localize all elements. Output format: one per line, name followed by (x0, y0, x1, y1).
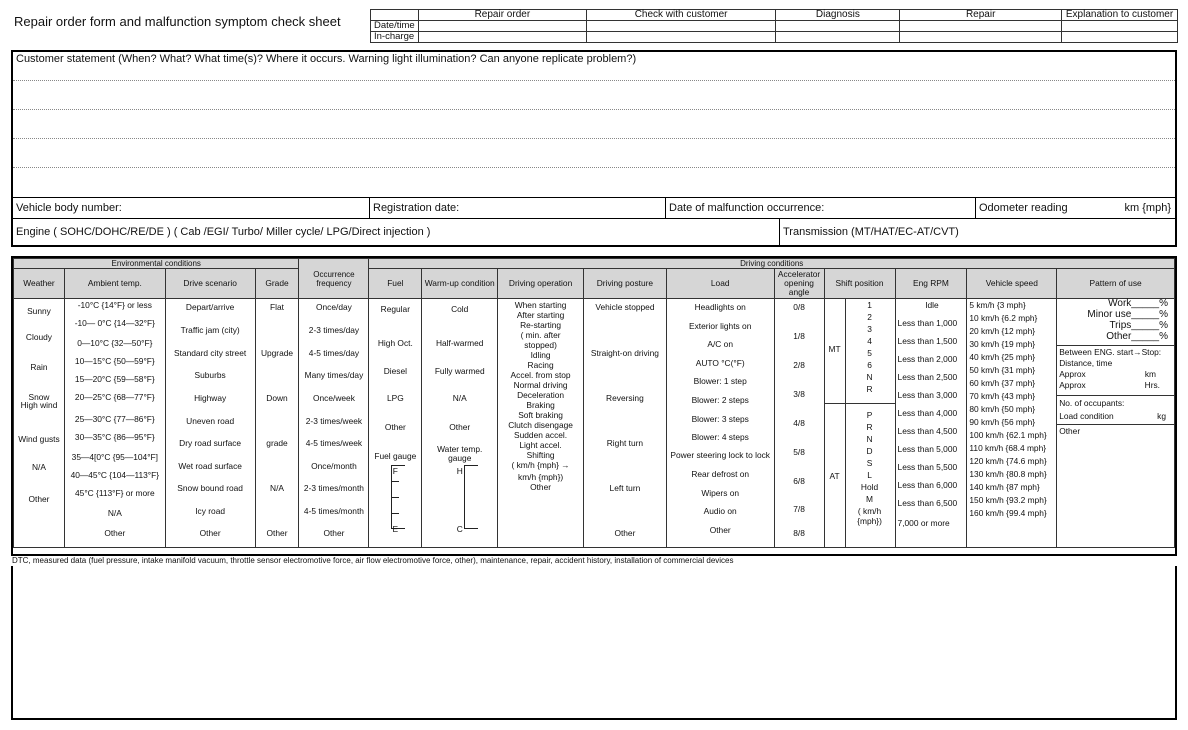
col-header-accelerator: Accelerator opening angle (774, 269, 824, 299)
odometer-unit: km {mph} (1124, 202, 1171, 214)
fuel-option[interactable]: Regular (380, 304, 410, 314)
warmup-option[interactable]: N/A (452, 393, 467, 403)
customer-section (11, 50, 1177, 247)
drive-scenario-option[interactable]: Uneven road (186, 416, 235, 426)
ambient-option[interactable]: 25—30°C {77—86°F} (74, 414, 155, 424)
gauge-tick (391, 497, 399, 498)
rpm-idle[interactable]: Idle (925, 300, 939, 310)
drive-scenario-option[interactable]: Highway (194, 393, 227, 403)
ambient-option[interactable]: 10—15°C {50—59°F} (74, 356, 155, 366)
load-option[interactable]: Wipers on (701, 488, 740, 498)
warmup-option[interactable]: Other (449, 422, 471, 432)
warmup-cell (422, 299, 497, 547)
speed-option[interactable]: 5 km/h {3 mph} (969, 300, 1026, 310)
load-option[interactable]: Blower: 4 steps (691, 432, 749, 442)
header-col: Check with customer (586, 10, 776, 21)
ambient-option[interactable]: 20—25°C {68—77°F} (74, 392, 155, 402)
driving-operation-option[interactable]: Braking (526, 400, 555, 410)
occurrence-option[interactable]: 4-5 times/week (305, 438, 363, 448)
header-field[interactable] (1062, 21, 1178, 32)
notes-area[interactable] (11, 566, 1177, 720)
driving-operation-option[interactable]: Accel. from stop (510, 370, 571, 380)
speed-option[interactable]: 110 km/h {68.4 mph} (969, 443, 1047, 453)
vehicle-body-label[interactable]: Vehicle body number: (16, 202, 122, 214)
shift-mt-items-option[interactable]: R (866, 384, 873, 394)
col-header-drive-scenario: Drive scenario (165, 269, 255, 299)
rpm-option[interactable]: Less than 3,000 (897, 390, 958, 400)
weather-option[interactable]: N/A (31, 462, 46, 472)
load-option[interactable]: Blower: 2 steps (691, 395, 749, 405)
rpm-option[interactable]: Less than 6,000 (897, 480, 958, 490)
accelerator-option[interactable]: 4/8 (793, 418, 805, 428)
load-option[interactable]: Exterior lights on (689, 321, 752, 331)
shift-mt-items-option[interactable]: 4 (867, 336, 872, 346)
ambient-option[interactable]: 45°C {113°F} or more (75, 488, 155, 498)
speed-option[interactable]: 70 km/h {43 mph} (969, 391, 1036, 401)
header-table (370, 9, 1178, 43)
col-header-shift: Shift position (824, 269, 895, 299)
ambient-option[interactable]: 15—20°C {59—58°F} (74, 374, 155, 384)
warmup-option[interactable]: Water temp. (437, 444, 483, 454)
pattern-work[interactable]: Work_____% (1108, 298, 1168, 309)
col-header-occurrence: Occurrence frequency (299, 259, 369, 299)
write-line[interactable] (13, 167, 1175, 168)
accelerator-option[interactable]: 8/8 (793, 528, 805, 538)
driving-operation-option[interactable]: Soft braking (518, 410, 563, 420)
pattern-approx-label: Approx (1059, 369, 1086, 379)
drive-scenario-option[interactable]: Suburbs (194, 370, 226, 380)
driving-operation-option[interactable]: After starting (516, 310, 565, 320)
driving-operation-option[interactable]: Deceleration (517, 390, 565, 400)
load-option[interactable]: Audio on (703, 506, 737, 516)
pattern-hrs-label: Hrs. (1144, 380, 1160, 390)
pattern-minor-use[interactable]: Minor use_____% (1087, 309, 1168, 320)
driving-operation-option[interactable]: Sudden accel. (514, 430, 568, 440)
pattern-load-condition[interactable]: Load condition (1059, 411, 1114, 421)
rpm-option[interactable]: Less than 1,500 (897, 336, 958, 346)
rpm-option[interactable]: Less than 6,500 (897, 498, 958, 508)
accelerator-option[interactable]: 0/8 (793, 302, 805, 312)
accelerator-option[interactable]: 3/8 (793, 389, 805, 399)
registration-label[interactable]: Registration date: (369, 198, 665, 218)
occurrence-option[interactable]: 2-3 times/day (308, 325, 360, 335)
driving-operation-option[interactable]: Racing (527, 360, 554, 370)
rpm-option[interactable]: Less than 2,500 (897, 372, 958, 382)
warmup-option[interactable]: Fully warmed (434, 366, 485, 376)
grade-cell (256, 299, 299, 547)
driving-operation-option[interactable]: Other (530, 482, 552, 492)
header-row-label: Date/time (371, 21, 419, 32)
shift-cell (825, 299, 895, 547)
rpm-option[interactable]: 7,000 or more (897, 518, 950, 528)
drive-scenario-cell (166, 299, 255, 547)
header-row-label: In-charge (371, 32, 419, 43)
gauge-tick (391, 481, 399, 482)
col-header-pattern: Pattern of use (1057, 269, 1175, 299)
driving-operation-option[interactable]: Re-starting (520, 320, 562, 330)
occurrence-option[interactable]: Once/week (312, 393, 355, 403)
speed-option[interactable]: 100 km/h {62.1 mph} (969, 430, 1047, 440)
driving-operation-cell (498, 299, 583, 547)
header-field[interactable] (776, 32, 900, 43)
ambient-option[interactable]: Other (104, 528, 126, 538)
drive-scenario-option[interactable]: Other (199, 528, 221, 538)
speed-option[interactable]: 60 km/h {37 mph} (969, 378, 1036, 388)
pattern-cell (1057, 299, 1174, 547)
warmup-option[interactable]: Cold (451, 304, 469, 314)
header-col: Explanation to customer (1062, 10, 1178, 21)
malfunction-date-label[interactable]: Date of malfunction occurrence: (665, 198, 975, 218)
load-option[interactable]: Power steering lock to lock (670, 450, 770, 460)
shift-at-items-option[interactable]: L (867, 470, 872, 480)
fuel-option[interactable]: F (392, 466, 398, 476)
load-option[interactable]: Other (709, 525, 731, 535)
shift-mt-items-option[interactable]: 2 (867, 312, 872, 322)
shift-at-items-option[interactable]: Hold (860, 482, 879, 492)
pattern-divider (1057, 424, 1174, 425)
engine-row (13, 219, 1175, 245)
pattern-distance-time: Distance, time (1059, 358, 1113, 368)
accelerator-cell (775, 299, 824, 547)
fuel-option[interactable]: Other (384, 422, 406, 432)
odometer-label: Odometer reading (979, 202, 1068, 214)
occurrence-option[interactable]: 4-5 times/day (308, 348, 360, 358)
grade-option[interactable]: N/A (270, 483, 284, 493)
posture-option[interactable]: Other (614, 528, 636, 538)
pattern-eng-start-stop: Between ENG. start→Stop: (1059, 347, 1162, 357)
header-col: Repair order (418, 10, 586, 21)
rpm-option[interactable]: Less than 5,000 (897, 444, 958, 454)
weather-option[interactable]: Sunny (27, 306, 51, 316)
speed-option[interactable]: 40 km/h {25 mph} (969, 352, 1036, 362)
col-header-ambient: Ambient temp. (64, 269, 165, 299)
col-header-rpm: Eng RPM (895, 269, 967, 299)
drive-scenario-option[interactable]: Depart/arrive (185, 302, 235, 312)
driving-operation-option[interactable]: Normal driving (513, 380, 568, 390)
shift-at-items-option[interactable]: {mph}) (857, 516, 882, 526)
speed-option[interactable]: 80 km/h {50 mph} (969, 404, 1036, 414)
grade-option[interactable]: Upgrade (260, 348, 294, 358)
col-header-posture: Driving posture (584, 269, 667, 299)
pattern-other-pct[interactable]: Other_____% (1106, 331, 1168, 342)
fuel-option[interactable]: High Oct. (377, 338, 413, 348)
shift-mt-items-option[interactable]: 3 (867, 324, 872, 334)
header-field[interactable] (418, 32, 586, 43)
engine-label[interactable]: Engine ( SOHC/DOHC/RE/DE ) ( Cab /EGI/ Turbo/ Miller cycle/ LPG/Direct injection ) (16, 226, 431, 238)
posture-cell (584, 299, 666, 547)
ambient-option[interactable]: 30—35°C {86—95°F} (74, 432, 155, 442)
header-col: Repair (900, 10, 1062, 21)
load-option[interactable]: Headlights on (694, 302, 746, 312)
posture-option[interactable]: Straight-on driving (590, 348, 659, 358)
fuel-option[interactable]: LPG (386, 393, 404, 403)
occurrence-option[interactable]: Once/day (316, 302, 352, 312)
grade-option[interactable]: Flat (270, 302, 284, 312)
ambient-option[interactable]: 0—10°C {32—50°F} (77, 338, 153, 348)
weather-cell (14, 299, 64, 547)
write-line[interactable] (13, 138, 1175, 139)
drive-scenario-option[interactable]: Standard city street (174, 348, 247, 358)
occurrence-option[interactable]: 2-3 times/week (305, 416, 363, 426)
rpm-option[interactable]: Less than 4,500 (897, 426, 958, 436)
header-field[interactable] (418, 21, 586, 32)
load-option[interactable]: AUTO °C(°F) (695, 358, 745, 368)
grade-option[interactable]: Down (266, 393, 288, 403)
pattern-kg-label: kg (1157, 411, 1166, 421)
warmup-option[interactable]: Half-warmed (435, 338, 484, 348)
driving-operation-option[interactable]: Shifting (526, 450, 555, 460)
occurrence-option[interactable]: 4-5 times/month (303, 506, 364, 516)
grade-option[interactable]: grade (266, 438, 288, 448)
shift-mt-items-option[interactable]: 6 (867, 360, 872, 370)
header-field[interactable] (586, 32, 776, 43)
accelerator-option[interactable]: 2/8 (793, 360, 805, 370)
warmup-option[interactable]: H (456, 466, 463, 476)
ambient-option[interactable]: N/A (107, 508, 122, 518)
shift-at-items-option[interactable]: S (866, 458, 873, 468)
drive-scenario-option[interactable]: Traffic jam (city) (180, 325, 240, 335)
customer-statement-label: Customer statement (When? What? What time(s)? Where it occurs. Warning light illumination? Can anyone replicate problem?) (16, 53, 637, 65)
accelerator-option[interactable]: 1/8 (793, 331, 805, 341)
footer-note: DTC, measured data (fuel pressure, intake manifold vacuum, throttle sensor electromotive force, air flow electromotive force, other), maintenance, repair, accident history, installation of commercial devices (12, 556, 734, 565)
pattern-km-label: km (1144, 369, 1156, 379)
drive-scenario-option[interactable]: Dry road surface (179, 438, 242, 448)
posture-option[interactable]: Right turn (606, 438, 644, 448)
load-option[interactable]: Blower: 3 steps (691, 414, 749, 424)
rpm-option[interactable]: Less than 5,500 (897, 462, 958, 472)
shift-mt-label: MT (828, 344, 841, 354)
shift-at-items-option[interactable]: D (866, 446, 873, 456)
pattern-approx-label: Approx (1059, 380, 1086, 390)
gauge-tick (464, 465, 478, 466)
pattern-divider (1057, 345, 1174, 346)
fuel-cell (369, 299, 421, 547)
pattern-divider (1057, 395, 1174, 396)
col-header-fuel: Fuel (369, 269, 422, 299)
weather-option[interactable]: High wind (20, 400, 58, 410)
col-header-speed: Vehicle speed (967, 269, 1057, 299)
load-option[interactable]: A/C on (707, 339, 733, 349)
symptom-grid (13, 258, 1175, 548)
vehicle-row (13, 197, 1175, 219)
fuel-option[interactable]: Diesel (383, 366, 407, 376)
transmission-label[interactable]: Transmission (MT/HAT/EC-AT/CVT) (779, 219, 1175, 245)
driving-operation-option[interactable]: stopped) (524, 340, 557, 350)
speed-option[interactable]: 30 km/h {19 mph} (969, 339, 1036, 349)
load-cell (667, 299, 774, 547)
environmental-group-label: Environmental conditions (14, 259, 299, 269)
speed-option[interactable]: 160 km/h {99.4 mph} (969, 508, 1047, 518)
pattern-occupants[interactable]: No. of occupants: (1059, 398, 1125, 408)
shift-at-items-option[interactable]: R (866, 422, 873, 432)
occurrence-cell (299, 299, 368, 547)
shift-at-items-option[interactable]: M (866, 494, 874, 504)
driving-operation-option[interactable]: Clutch disengage (508, 420, 573, 430)
pattern-other[interactable]: Other (1059, 426, 1081, 436)
grade-option[interactable]: Other (266, 528, 288, 538)
warmup-option[interactable]: C (456, 524, 463, 534)
col-header-warmup: Warm-up condition (422, 269, 498, 299)
load-option[interactable]: Blower: 1 step (693, 376, 747, 386)
header-field[interactable] (1062, 32, 1178, 43)
shift-at-label: AT (829, 471, 840, 481)
speed-option[interactable]: 120 km/h {74.6 mph} (969, 456, 1047, 466)
fuel-option[interactable]: E (392, 524, 399, 534)
header-field[interactable] (900, 32, 1062, 43)
driving-operation-option[interactable]: ( km/h {mph} → (511, 460, 570, 470)
weather-option[interactable]: Other (28, 494, 50, 504)
odometer-cell[interactable] (975, 198, 1175, 218)
rpm-option[interactable]: Less than 2,000 (897, 354, 958, 364)
col-header-grade: Grade (255, 269, 299, 299)
header-field[interactable] (586, 21, 776, 32)
ambient-option[interactable]: 40—45°C {104—113°F} (70, 470, 160, 480)
header-col: Diagnosis (776, 10, 900, 21)
header-field[interactable] (776, 21, 900, 32)
weather-option[interactable]: Snow (28, 392, 50, 402)
speed-option[interactable]: 50 km/h {31 mph} (969, 365, 1036, 375)
drive-scenario-option[interactable]: Snow bound road (177, 483, 243, 493)
pattern-trips[interactable]: Trips_____% (1109, 320, 1168, 331)
load-option[interactable]: Rear defrost on (691, 469, 750, 479)
drive-scenario-option[interactable]: Wet road surface (178, 461, 242, 471)
speed-cell (967, 299, 1056, 547)
speed-option[interactable]: 140 km/h {87 mph} (969, 482, 1040, 492)
occurrence-option[interactable]: Other (323, 528, 345, 538)
speed-option[interactable]: 90 km/h {56 mph} (969, 417, 1036, 427)
weather-option[interactable]: Cloudy (25, 332, 52, 342)
speed-option[interactable]: 130 km/h {80.8 mph} (969, 469, 1047, 479)
ambient-cell (65, 299, 165, 547)
accelerator-option[interactable]: 6/8 (793, 476, 805, 486)
symptom-check-section (11, 256, 1177, 556)
posture-option[interactable]: Reversing (606, 393, 644, 403)
gauge-tick (391, 513, 399, 514)
speed-option[interactable]: 20 km/h {12 mph} (969, 326, 1036, 336)
rpm-cell (896, 299, 967, 547)
weather-option[interactable]: Wind gusts (18, 434, 60, 444)
driving-operation-option[interactable]: Idling (530, 350, 551, 360)
posture-option[interactable]: Left turn (609, 483, 641, 493)
ambient-option[interactable]: -10— 0°C {14—32°F} (74, 318, 155, 328)
weather-option[interactable]: Rain (30, 362, 48, 372)
rpm-option[interactable]: Less than 1,000 (897, 318, 958, 328)
col-header-weather: Weather (14, 269, 65, 299)
write-line[interactable] (13, 80, 1175, 81)
ambient-option[interactable]: 35—4[0°C {95—104°F] (71, 452, 158, 462)
ambient-option[interactable]: -10°C {14°F} or less (77, 300, 152, 310)
header-field[interactable] (900, 21, 1062, 32)
shift-at-items (845, 403, 895, 547)
form-title: Repair order form and malfunction symptom check sheet (14, 14, 341, 29)
warmup-option[interactable]: gauge (448, 453, 472, 463)
shift-mt-items-option[interactable]: 5 (867, 348, 872, 358)
accelerator-option[interactable]: 5/8 (793, 447, 805, 457)
col-header-load: Load (666, 269, 774, 299)
shift-mt-items (845, 299, 895, 403)
driving-operation-option[interactable]: km/h {mph}) (518, 472, 564, 482)
driving-group-label: Driving conditions (369, 259, 1175, 269)
speed-option[interactable]: 150 km/h {93.2 mph} (969, 495, 1047, 505)
driving-operation-option[interactable]: ( min. after (520, 330, 561, 340)
shift-at-items-option[interactable]: N (866, 434, 873, 444)
occurrence-option[interactable]: Once/month (311, 461, 357, 471)
occurrence-option[interactable]: 2-3 times/month (303, 483, 364, 493)
drive-scenario-option[interactable]: Icy road (195, 506, 226, 516)
rpm-option[interactable]: Less than 4,000 (897, 408, 958, 418)
shift-mt-items-option[interactable]: N (866, 372, 873, 382)
write-line[interactable] (13, 109, 1175, 110)
posture-option[interactable]: Vehicle stopped (595, 302, 655, 312)
fuel-option[interactable]: Fuel gauge (374, 451, 417, 461)
shift-at-items-option[interactable]: P (866, 410, 873, 420)
occurrence-option[interactable]: Many times/day (304, 370, 364, 380)
driving-operation-option[interactable]: When starting (514, 300, 567, 310)
shift-mt-items-option[interactable]: 1 (867, 300, 872, 310)
accelerator-option[interactable]: 7/8 (793, 504, 805, 514)
shift-at-items-option[interactable]: ( km/h (857, 506, 882, 516)
speed-option[interactable]: 10 km/h {6.2 mph} (969, 313, 1038, 323)
col-header-driving-operation: Driving operation (498, 269, 584, 299)
driving-operation-option[interactable]: Light accel. (519, 440, 562, 450)
